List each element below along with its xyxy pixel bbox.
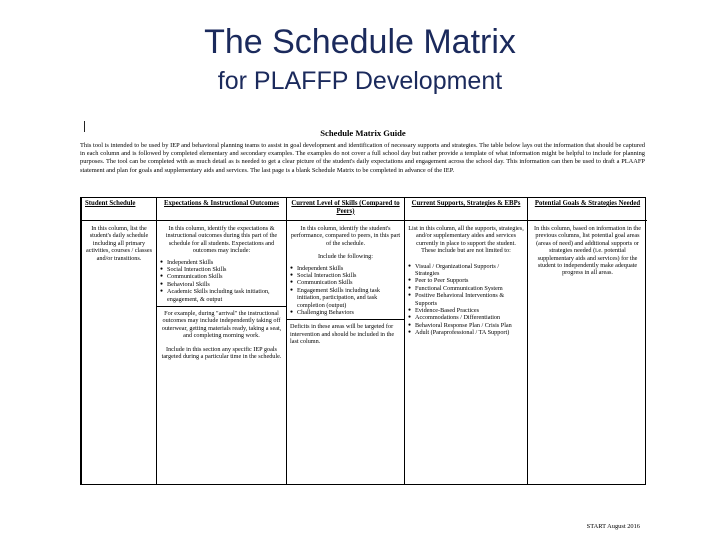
column-student-schedule (81, 198, 156, 484)
column-description: In this column, list the student's daily schedule including all primary activities, courses / classes and/or transitions. (86, 225, 152, 262)
section-divider (287, 319, 404, 320)
column-description: List in this column, all the supports, strategies, and/or supplementary aides and services currently in place to support the student. These include but are not limited to: (408, 225, 524, 255)
list-item: ● Functional Communication System (408, 285, 524, 292)
list-item: ● Social Interaction Skills (290, 272, 401, 279)
list-item: ● Visual / Organizational Supports / Strategies (408, 263, 524, 278)
intro-paragraph: This tool is intended to be used by IEP and behavioral planning teams to assist in goal development and identification of necessary supports and strategies. The table below lays out the information that should be captured in each column and is followed by completed elementary and secondary examples. The examples do not cover a full school day but rather provide a template of what information might be helpful to include for planning purposes. The tool can be completed with as much detail as is needed to get a clear picture of the student's daily expectations and engagement across the school day. This information can then be used to draft a PLAAFP statement and plan for goals and supplementary aids and services. The last page is a blank Schedule Matrix to be completed in advance of the IEP. (80, 142, 645, 174)
list-item: ● Independent Skills (290, 265, 401, 272)
schedule-matrix-table (80, 197, 646, 485)
column-expectations (156, 198, 286, 484)
expectations-list (160, 259, 283, 303)
list-item: ● Accommodations / Differentiation (408, 314, 524, 321)
column-supports (404, 198, 527, 484)
list-item: ● Independent Skills (160, 259, 283, 266)
list-item: ● Behavioral Response Plan / Crisis Plan (408, 322, 524, 329)
current-level-list (290, 265, 401, 317)
list-item: ● Peer to Peer Supports (408, 277, 524, 284)
slide-title: The Schedule Matrix (204, 23, 516, 61)
list-item: ● Communication Skills (160, 273, 283, 280)
column-description: In this column, identify the student's performance, compared to peers, in this part of the schedule. (290, 225, 401, 247)
column-header: Expectations & Instructional Outcomes (164, 200, 279, 207)
list-item: ● Academic Skills including task initiation, engagement, & output (160, 288, 283, 303)
list-item: ● Positive Behavioral Interventions & Supports (408, 292, 524, 307)
column-header: Current Supports, Strategies & EBPs (411, 200, 521, 207)
list-item: ● Adult (Paraprofessional / TA Support) (408, 329, 524, 336)
include-label: Include the following: (318, 253, 373, 261)
section-divider (157, 306, 286, 307)
document-page (78, 118, 648, 533)
column-description: In this column, identify the expectations & instructional outcomes during this part of the schedule for all students. Expectations and outcomes may include: (165, 225, 278, 255)
deficits-text: Deficits in these areas will be targeted for intervention and should be included in the last column. (290, 323, 395, 346)
slide-subtitle: for PLAFFP Development (217, 67, 503, 95)
list-item: ● Challenging Behaviors (290, 309, 401, 316)
column-header: Student Schedule (85, 200, 136, 207)
list-item: ● Engagement Skills including task initiation, participation, and task completion (output) (290, 287, 401, 309)
example-text: For example, during "arrival" the instructional outcomes may include independently taking off outerwear, getting materials ready, taking a seat, and completing morning work. (161, 310, 282, 340)
supports-list (408, 263, 524, 337)
column-header: Potential Goals & Strategies Needed (534, 200, 641, 207)
column-description: In this column, based on information in the previous columns, list potential goal areas (areas of need) and additional supports or strategies needed (i.e. potential supplementary aids and services) for the student to independently make adequate progress in all areas. (534, 225, 641, 277)
list-item: ● Behavioral Skills (160, 281, 283, 288)
guide-title: Schedule Matrix Guide (320, 128, 406, 138)
footer-credit: START August 2016 (586, 523, 640, 530)
column-header: Current Level of Skills (Compared to Peers) (291, 200, 400, 215)
list-item: ● Social Interaction Skills (160, 266, 283, 273)
column-potential-goals (527, 198, 647, 484)
list-item: ● Evidence-Based Practices (408, 307, 524, 314)
iep-note: Include in this section any specific IEP goals targeted during a particular time in the schedule. (161, 345, 282, 361)
list-item: ● Communication Skills (290, 279, 401, 286)
column-current-level (286, 198, 404, 484)
